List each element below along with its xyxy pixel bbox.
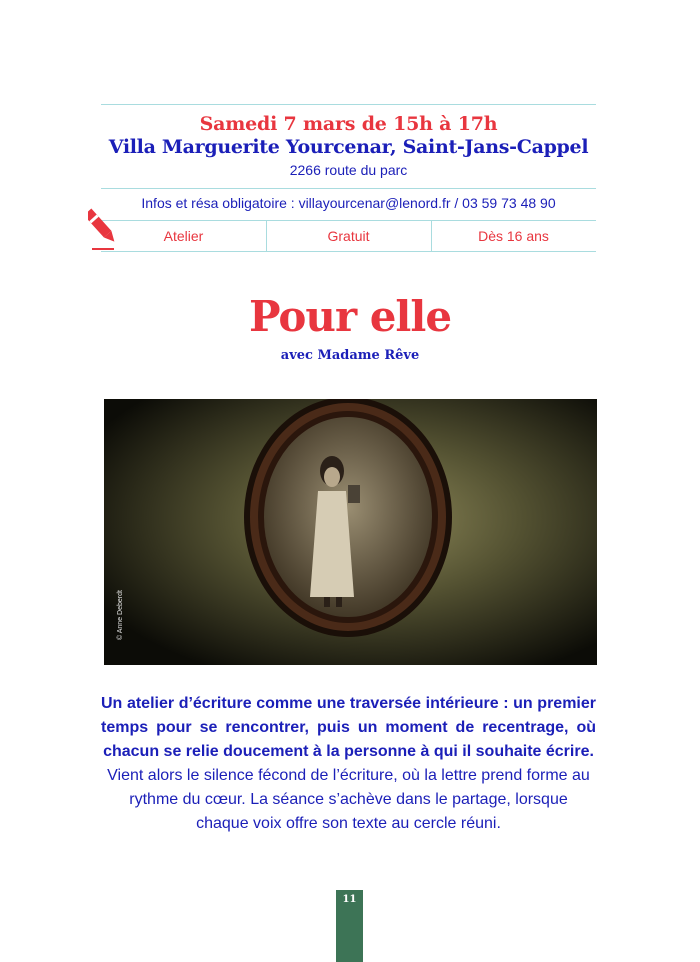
photo-credit: © Anne Deberdt xyxy=(117,590,124,640)
top-rule xyxy=(101,104,596,105)
event-venue: Villa Marguerite Yourcenar, Saint-Jans-Cappel xyxy=(108,136,589,158)
tag-type: Atelier xyxy=(163,228,204,244)
tag-divider xyxy=(266,221,267,251)
page-subtitle: avec Madame Rêve xyxy=(280,348,420,363)
event-tags xyxy=(101,221,596,251)
page-title: Pour elle xyxy=(248,292,452,341)
event-infos: Infos et résa obligatoire : villayourcenar@lenord.fr / 03 59 73 48 90 xyxy=(141,195,556,211)
rule-4 xyxy=(101,251,596,252)
event-address: 2266 route du parc xyxy=(289,162,408,178)
body-lead: Un atelier d’écriture comme une traversée intérieure : un premier temps pour se rencontrer, puis un moment de recentrage, où chacun se relie doucement à la personne à qui il souhaite écrire. xyxy=(101,695,596,760)
body-paragraph: Vient alors le silence fécond de l’écriture, où la lettre prend forme au rythme du cœur. La séance s’achève dans le partage, lorsque chaque voix offre son texte au cercle réuni. xyxy=(107,767,590,832)
page-number: 11 xyxy=(342,894,357,905)
event-date: Samedi 7 mars de 15h à 17h xyxy=(199,113,498,135)
tag-price: Gratuit xyxy=(327,228,370,244)
tag-divider xyxy=(431,221,432,251)
framed-portrait-photo xyxy=(104,399,597,665)
body-text xyxy=(101,692,596,836)
tag-age: Dès 16 ans xyxy=(478,228,549,244)
rule-2 xyxy=(101,188,596,189)
